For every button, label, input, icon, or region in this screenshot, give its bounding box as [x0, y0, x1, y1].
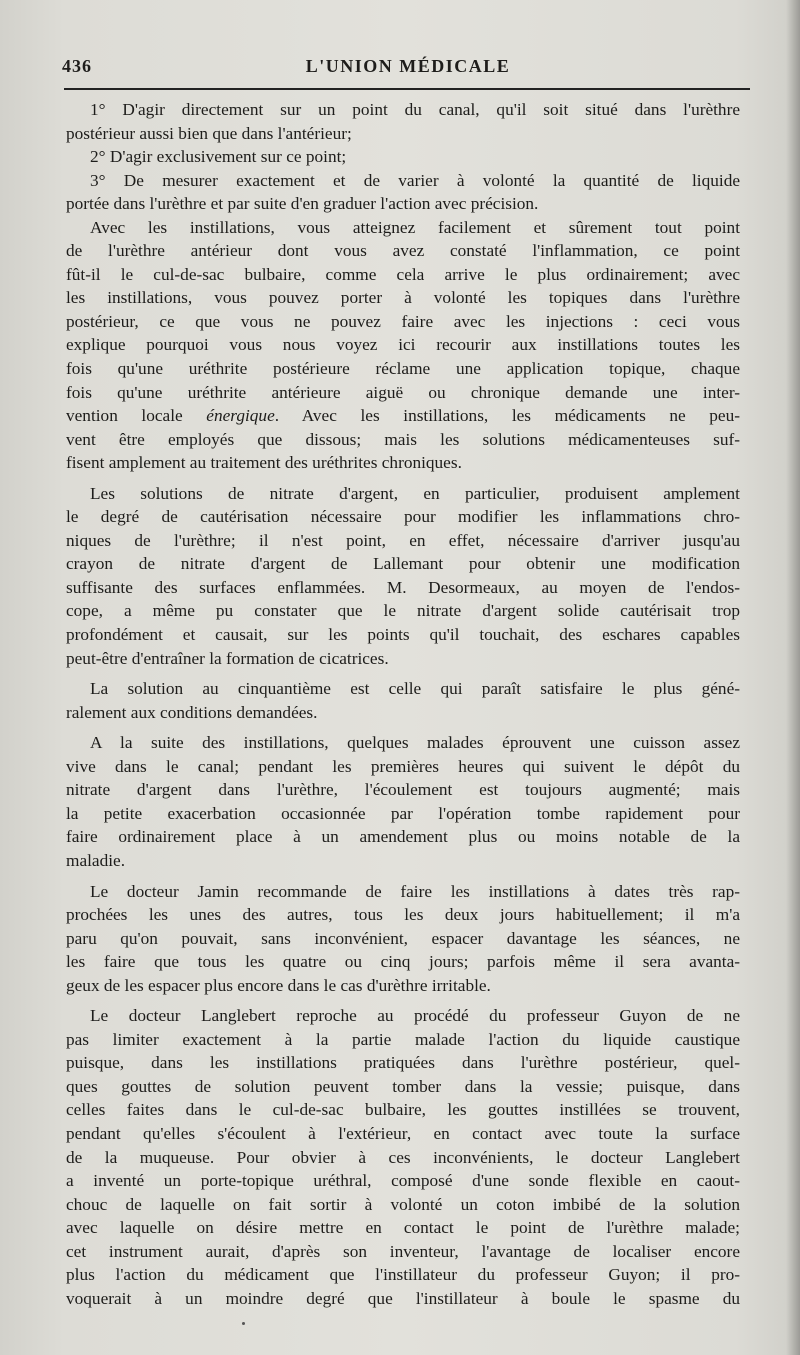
text-line: ques gouttes de solution peuvent tomber dans la vessie; puisque, dans: [66, 1076, 740, 1096]
text-line: Le docteur Jamin recommande de faire les instillations à dates très rap-: [90, 881, 740, 901]
paragraph-gap: [66, 670, 740, 677]
running-title: L'UNION MÉDICALE: [305, 56, 511, 76]
text-line: plus l'action du médicament que l'instillateur du professeur Guyon; il pro-: [66, 1265, 740, 1285]
text-line: explique pourquoi vous nous voyez ici recourir aux instillations toutes les: [66, 335, 740, 355]
text-line: la petite exacerbation occasionnée par l'opération tombe rapidement pour: [66, 803, 740, 823]
text-line: postérieur, ce que vous ne pouvez faire avec les injections : ceci vous: [66, 311, 740, 331]
text-line: 2° D'agir exclusivement sur ce point;: [90, 147, 347, 167]
paragraph-gap: [66, 873, 740, 880]
header-rule: [64, 88, 750, 90]
text-line: Avec les instillations, vous atteignez facilement et sûrement tout point: [90, 217, 740, 237]
text-line: de l'urèthre antérieur dont vous avez constaté l'inflammation, ce point: [66, 241, 740, 261]
text-line: niques de l'urèthre; il n'est point, en effet, nécessaire d'arriver jusqu'au: [66, 530, 740, 550]
text-line: chouc de laquelle on fait sortir à volonté un coton imbibé de la solution: [66, 1194, 740, 1214]
text-line: postérieur aussi bien que dans l'antérieur;: [66, 123, 352, 143]
text-line: [66, 404, 740, 428]
page-number: 436: [62, 56, 92, 76]
text-line: a inventé un porte-topique uréthral, composé d'une sonde flexible en caout-: [66, 1171, 740, 1191]
text-line: Les solutions de nitrate d'argent, en particulier, produisent amplement: [90, 483, 740, 503]
body-text: [66, 98, 740, 1310]
text-line: ralement aux conditions demandées.: [66, 702, 318, 722]
text-segment: . Avec les instillations, les médicaments ne peu-: [274, 406, 740, 426]
text-line: 1° D'agir directement sur un point du canal, qu'il soit situé dans l'urèthre: [90, 100, 740, 119]
paragraph-gap: [66, 724, 740, 731]
text-line: fois qu'une uréthrite antérieure aiguë ou chronique demande une inter-: [66, 382, 740, 402]
text-line: les faire que tous les quatre ou cinq jours; parfois même il sera avanta-: [66, 952, 740, 972]
page-header: [58, 52, 758, 82]
text-line: avec laquelle on désire mettre en contact le point de l'urèthre malade;: [66, 1218, 740, 1238]
text-line: fût-il le cul-de-sac bulbaire, comme cela arrive le plus ordinairement; avec: [66, 264, 740, 284]
text-line: paru qu'on pouvait, sans inconvénient, espacer davantage les séances, ne: [66, 928, 740, 948]
text-line: faire ordinairement place à un amendement plus ou moins notable de la: [66, 827, 740, 847]
text-line: vive dans le canal; pendant les premières heures qui suivent le dépôt du: [66, 756, 740, 776]
text-line: maladie.: [66, 850, 126, 870]
text-line: les instillations, vous pouvez porter à volonté les topiques dans l'urèthre: [66, 288, 740, 308]
text-line: portée dans l'urèthre et par suite d'en graduer l'action avec précision.: [66, 194, 539, 214]
text-line: vent être employés que dissous; mais les solutions médicamenteuses suf-: [66, 429, 740, 449]
text-line: La solution au cinquantième est celle qui paraît satisfaire le plus géné-: [90, 679, 740, 699]
text-line: celles faites dans le cul-de-sac bulbaire, les gouttes instillées se trouvent,: [66, 1100, 740, 1120]
text-line: prochées les unes des autres, tous les deux jours habituellement; il m'a: [66, 905, 740, 925]
text-line: fois qu'une uréthrite postérieure réclame une application topique, chaque: [66, 359, 740, 379]
text-line: fisent amplement au traitement des uréthrites chroniques.: [66, 453, 462, 473]
text-line: cope, a même pu constater que le nitrate d'argent solide cautérisait trop: [66, 601, 740, 621]
text-line: voquerait à un moindre degré que l'instillateur à boule le spasme du: [66, 1288, 740, 1308]
page-edge-shadow: [786, 0, 800, 1355]
text-line: de la muqueuse. Pour obvier à ces inconvénients, le docteur Langlebert: [66, 1147, 740, 1167]
text-line: puisque, dans les instillations pratiquées dans l'urèthre postérieur, quel-: [66, 1053, 740, 1073]
ink-speck: [242, 1322, 245, 1325]
text-line: 3° De mesurer exactement et de varier à volonté la quantité de liquide: [90, 170, 740, 190]
text-line: pendant qu'elles s'écoulent à l'extérieur, en contact avec toute la surface: [66, 1123, 740, 1143]
paragraph-gap: [66, 475, 740, 482]
text-line: A la suite des instillations, quelques malades éprouvent une cuisson assez: [90, 733, 740, 753]
text-line: geux de les espacer plus encore dans le cas d'urèthre irritable.: [66, 975, 491, 995]
text-line: pas limiter exactement à la partie malade l'action du liquide caustique: [66, 1029, 740, 1049]
text-line: nitrate d'argent dans l'urèthre, l'écoulement est toujours augmenté; mais: [66, 780, 740, 800]
emphasis-word: énergique: [206, 406, 275, 426]
text-line: peut-être d'entraîner la formation de cicatrices.: [66, 648, 389, 668]
text-line: profondément et causait, sur les points qu'il touchait, des eschares capables: [66, 625, 740, 645]
text-line: cet instrument aurait, d'après son inventeur, l'avantage de localiser encore: [66, 1241, 740, 1261]
paragraph-gap: [66, 997, 740, 1004]
text-line: suffisante des surfaces enflammées. M. Desormeaux, au moyen de l'endos-: [66, 577, 740, 597]
text-line: crayon de nitrate d'argent de Lallemant pour obtenir une modification: [66, 554, 740, 574]
text-segment: vention locale: [66, 406, 207, 426]
text-line: le degré de cautérisation nécessaire pour modifier les inflammations chro-: [66, 507, 740, 527]
text-line: Le docteur Langlebert reproche au procédé du professeur Guyon de ne: [90, 1006, 740, 1026]
